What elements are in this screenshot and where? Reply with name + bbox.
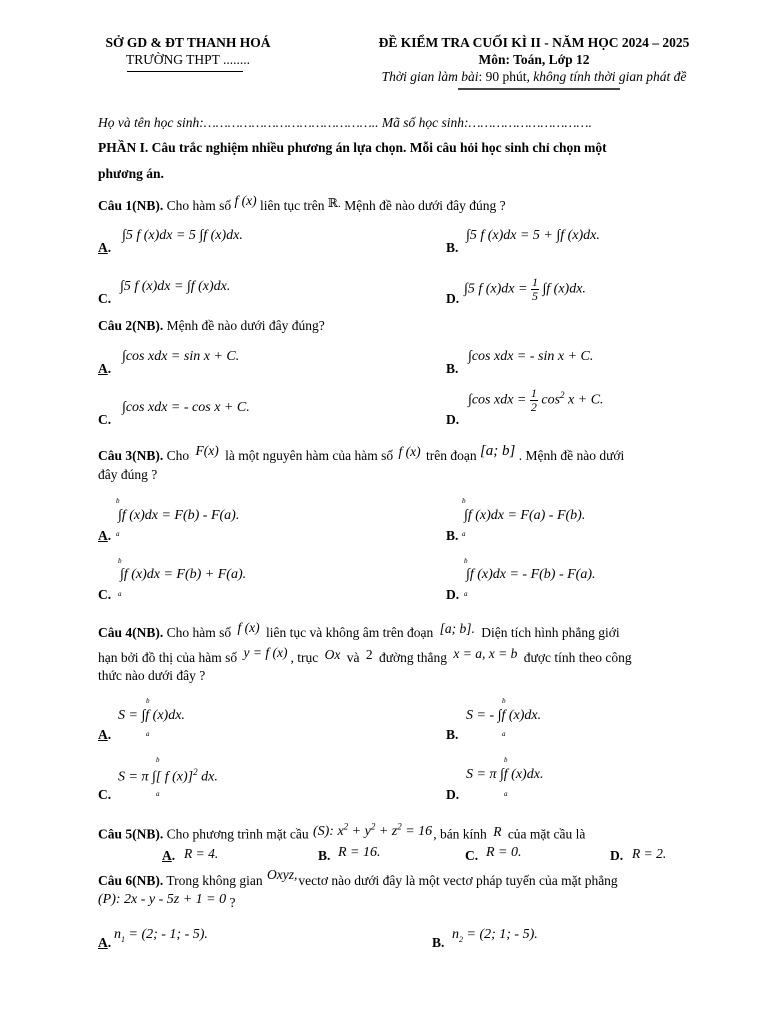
q3-option-c-expr: ∫f (x)dx = F(b) + F(a). <box>120 567 247 582</box>
q6-option-a-expr: $n_1 = (2$; - 1; - 5). <box>114 927 208 944</box>
q4-option-b-expr: S = - ∫f (x)dx. <box>466 708 542 723</box>
q4-option-c-expr: S = π ∫[ f (x)]$^2$ dx. <box>118 767 218 785</box>
q4a-lower-limit: a <box>146 730 150 738</box>
q2-option-d-expr: ∫cos xdx = $\frac{1}{2}$ $\cos^2 x + C$. <box>468 386 604 414</box>
question-3-stem-line2: đây đúng ? <box>98 467 158 482</box>
q1-option-c-key: C. <box>98 291 112 306</box>
q3c-upper-limit: b <box>118 557 122 565</box>
q3b-upper-limit: b <box>462 497 466 505</box>
q4a-upper-limit: b <box>146 697 150 705</box>
q3-option-d-expr: ∫f (x)dx = - F(b) - F(a). <box>466 567 596 582</box>
q2-option-b-key: B. <box>446 361 459 376</box>
q4-option-a-expr: S = ∫f (x)dx. <box>118 708 185 723</box>
q1-option-a-key: A. <box>98 240 112 255</box>
q3d-lower-limit: a <box>464 590 468 598</box>
q5-option-d-key: D. <box>610 848 624 863</box>
question-3-stem-line1: Câu 3(NB). Cho F(x) là một nguyên hàm của hàm số f (x) trên đoạn [a; b] . Mệnh đề nào dưới <box>98 443 625 463</box>
q2-option-c-key: C. <box>98 412 112 427</box>
q4-option-c-key: C. <box>98 787 112 802</box>
section-title-line2: phương án. <box>98 166 164 181</box>
school-name: TRƯỜNG THPT ........ <box>126 52 250 67</box>
q2-option-a-key: A. <box>98 361 112 376</box>
exam-subject: Môn: Toán, Lớp 12 <box>478 52 590 67</box>
q1-option-a-expr: ∫5 f (x)dx = 5 ∫f (x)dx. <box>122 228 243 243</box>
exam-title: ĐỀ KIỂM TRA CUỐI KÌ II - NĂM HỌC 2024 – 2025 <box>378 35 690 50</box>
q1-option-d-expr: ∫5 f (x)dx = $\frac{1}{5}$ ∫f (x)dx. <box>464 275 586 303</box>
q5-option-b-expr: R = 16. <box>338 845 381 860</box>
section-title-line1: PHẦN I. Câu trắc nghiệm nhiều phương án lựa chọn. Mỗi câu hỏi học sinh chỉ chọn một <box>98 140 607 155</box>
q5-option-a-expr: R = 4. <box>184 846 219 861</box>
q6-option-b-expr: $n_2 = (2$; 1; - 5). <box>452 927 538 944</box>
q5-option-b-key: B. <box>318 848 331 863</box>
q2-option-b-expr: ∫cos xdx = - sin x + C. <box>468 349 594 364</box>
q6-option-b-key: B. <box>432 935 445 950</box>
q4d-lower-limit: a <box>504 790 508 798</box>
q3b-lower-limit: a <box>462 530 466 538</box>
question-5-stem: Câu 5(NB). Cho phương trình mặt cầu (S): $x^2 + y^2 + z^2 = 16$, bán kính R của mặt cầu là <box>98 821 586 842</box>
q4-option-d-key: D. <box>446 787 460 802</box>
question-4-stem-line1: Câu 4(NB). Cho hàm số f (x) liên tục và không âm trên đoạn [a; b]. Diện tích hình phẳng giới <box>98 620 620 640</box>
q1-option-b-key: B. <box>446 240 459 255</box>
q4-option-b-key: B. <box>446 727 459 742</box>
q4c-lower-limit: a <box>156 790 160 798</box>
q2-option-c-expr: ∫cos xdx = - cos x + C. <box>122 400 250 415</box>
q3-option-b-key: B. <box>446 528 459 543</box>
title-underline <box>458 88 620 90</box>
question-2-stem: Câu 2(NB). Mệnh đề nào dưới đây đúng? <box>98 318 325 333</box>
q4b-upper-limit: b <box>502 697 506 705</box>
question-6-stem-line2: (P): 2x - y - 5z + 1 = 0 ? <box>98 892 236 910</box>
q3a-lower-limit: a <box>116 530 120 538</box>
question-1-stem: Câu 1(NB). Cho hàm số f (x) liên tục trên ℝ. Mệnh đề nào dưới đây đúng ? <box>98 193 506 213</box>
q2-option-a-expr: ∫cos xdx = sin x + C. <box>122 349 240 364</box>
q3d-upper-limit: b <box>464 557 468 565</box>
q1-option-c-expr: ∫5 f (x)dx = ∫f (x)dx. <box>120 279 231 294</box>
department-name: SỞ GD & ĐT THANH HOÁ <box>105 35 271 50</box>
q5-option-a-key: A. <box>162 848 176 863</box>
question-4-stem-line3: thức nào dưới đây ? <box>98 668 206 683</box>
q4-option-a-key: A. <box>98 727 112 742</box>
student-info-line: Họ và tên học sinh:…………………………………….. Mã số học sinh:…………………………. <box>98 115 592 130</box>
q5-option-d-expr: R = 2. <box>632 846 667 861</box>
q3c-lower-limit: a <box>118 590 122 598</box>
q3-option-d-key: D. <box>446 587 460 602</box>
q3-option-a-key: A. <box>98 528 112 543</box>
q4-option-d-expr: S = π ∫f (x)dx. <box>466 767 544 782</box>
q3-option-c-key: C. <box>98 587 112 602</box>
q3a-upper-limit: b <box>116 497 120 505</box>
q4c-upper-limit: b <box>156 756 160 764</box>
q5-option-c-expr: R = 0. <box>486 845 522 860</box>
q6-option-a-key: A. <box>98 935 112 950</box>
q1-option-b-expr: ∫5 f (x)dx = 5 + ∫f (x)dx. <box>466 228 600 243</box>
q1-option-d-key: D. <box>446 291 460 306</box>
q3-option-b-expr: ∫f (x)dx = F(a) - F(b). <box>464 508 586 523</box>
q2-option-d-key: D. <box>446 412 460 427</box>
exam-time: Thời gian làm bài: 90 phút, không tính thời gian phát đề <box>381 69 687 84</box>
school-underline <box>127 71 243 72</box>
q4b-lower-limit: a <box>502 730 506 738</box>
q4d-upper-limit: b <box>504 756 508 764</box>
q3-option-a-expr: ∫f (x)dx = F(b) - F(a). <box>118 508 240 523</box>
q5-option-c-key: C. <box>465 848 479 863</box>
question-6-stem-line1: Câu 6(NB). Trong không gian Oxyz,vectơ nào dưới đây là một vectơ pháp tuyến của mặt phẳng <box>98 867 618 888</box>
question-4-stem-line2: hạn bởi đồ thị của hàm số y = f (x) , trục Ox và 2 đường thẳng x = a, x = b được tính theo công <box>98 645 632 665</box>
